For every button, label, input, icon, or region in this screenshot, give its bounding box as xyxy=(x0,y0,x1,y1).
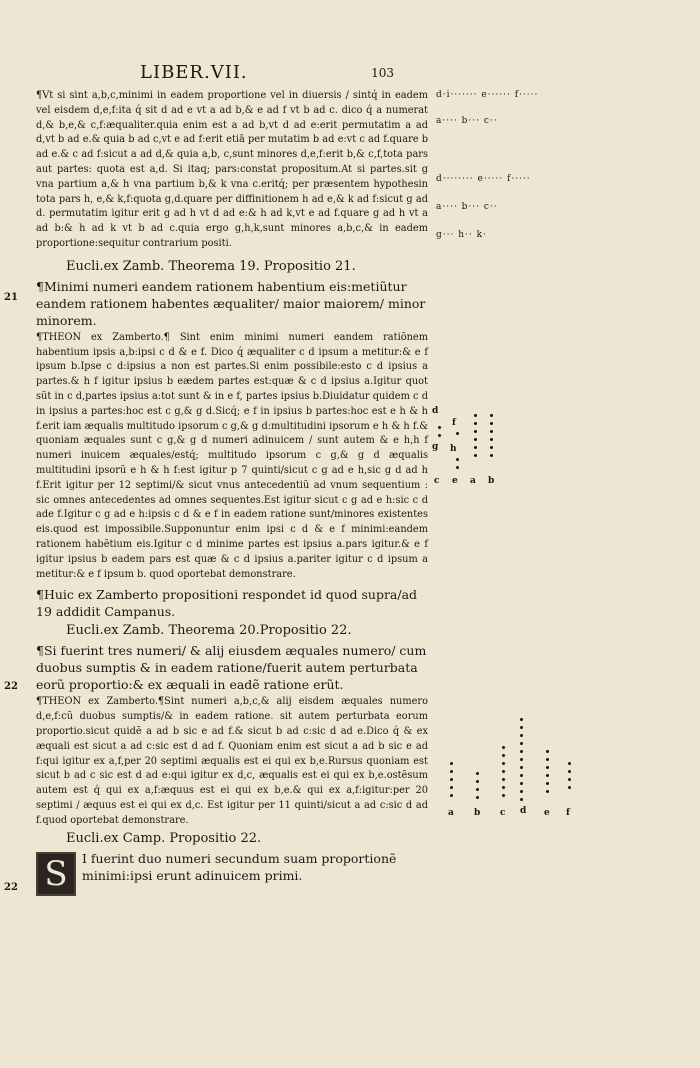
figure-label: d xyxy=(432,406,439,416)
dropcap-paragraph xyxy=(26,850,428,895)
figure-dot-lines-1 xyxy=(436,90,694,250)
figure-label: e xyxy=(544,808,550,818)
paragraph-theon-proof: ¶THEON ex Zamberto.¶ Sint enim minimi numeri eandem ratiõnem habentium ipsis a,b:ipsi c d & e f. Dico q́ æqualiter c d ipsum a metitur:& e f ipsum b.Ipse c d:ipsius a non est partes.Si enim possibile:esto c d ipsius a partes.& h f igitur ipsius b eædem partes est:quæ & c d ipsius a.Igitur quot sũt in c d,partes ipsius a:tot sunt & in e f, partes ipsius b.Diuidatur quidem c d in ipsius a partes:hoc est c g,& g d.Sicq́; e f in ipsius b partes:hoc est e h & h f.erit iam æqualis multitudo ipsorum c g,& g d:multitudini ipsorum e h & h f.& quoniam æquales sunt c g,& g d numeri adinuicem / sunt autem & e h,h f numeri inuicem æquales/estq́; multitudo ipsorum c g,& g d æqualis multitudini ipsorũ e h & h f:est igitur p 7 quinti/sicut c g ad e h,sic g d ad h f.Erit igitur per 12 septimi/& sicut vnus antecedentiũ ad vnum sequentium : sic omnes antecedentes ad omnes sequentes.Est igitur sicut c g ad e h:sic c d ade f.Igitur c g ad e h:ipsis c d & e f in eadem ratione sunt/minores existentes eis.quod est impossibile.Supponuntur enim ipsi c d & e f minimi:eandem rationem habẽtium eis.Igitur c d minime partes est ipsius a.pars igitur.& e f igitur ipsius b eadem pars est quæ & c d ipsius a.pariter igitur c d ipsum a metitur:& e f ipsum b. quod oportebat demonstrare. xyxy=(36,331,428,580)
proposition-statement: I fuerint duo numeri secundum suam proportionẽ minimi:ipsi erunt adinuicem primi. xyxy=(82,851,397,884)
figure-dot-columns-2 xyxy=(430,404,510,494)
figure-dot-columns-3 xyxy=(444,716,584,826)
folio-number: 103 xyxy=(371,66,394,80)
figure-label: a xyxy=(448,808,454,818)
page-header xyxy=(140,62,400,88)
section-heading: Eucli.ex Camp. Propositio 22. xyxy=(66,831,262,847)
figure-label: d xyxy=(520,806,527,816)
campanus-note: ¶Huic ex Zamberto propositioni respondet id quod supra/ad 19 addidit Campanus. xyxy=(36,587,418,620)
figure-label: g xyxy=(432,442,439,452)
paragraph-opening: ¶Vt si sint a,b,c,minimi in eadem proportione vel in diuersis / sintq́ in eadem vel eisdem d,e,f:ita q́ sit d ad e vt a ad b,& e ad f vt b ad c. dico q́ a numerat d,& b,e,& c,f:æqualiter.quia enim est a ad b,vt d ad e:erit permutatim a ad d,vt b ad e.& quia b ad c,vt e ad f:erit etiā per mutatim b ad e:vt c ad f.quare b ad e.& c ad f:sicut a ad d,& quia a,b, c,sunt minores d,e,f:erit b,& c,f,tota pars aut partes: quota est a,d. Si itaq; pars:constat propositum.At si partes.sit g vna partium a,& h vna partium b,& k vna c.eritq́; per præsentem hypothesin tota pars h, e,& k,f:quota g,d.quare per diffinitionem h ad e,& k ad f:sicut g ad d. permutatim igitur erit g ad h vt d ad e:& h ad k,vt e ad f.quare g ad h vt a ad b:& h ad k vt b ad c.quia ergo g,h,k,sunt minores a,b,c,& in eadem proportione:sequitur contrarium positi. xyxy=(36,90,428,249)
margin-number: 22 xyxy=(4,681,18,692)
figure-label: b xyxy=(488,476,495,486)
figure-label: b xyxy=(474,808,481,818)
proposition-statement: ¶Si fuerint tres numeri/ & alij eiusdem æquales numero/ cum duobus sumptis & in eadem ratione/fuerit autem perturbata eorũ proportio:& ex æquali in eadẽ ratione erũt. xyxy=(36,643,427,693)
proposition-statement: ¶Minimi numeri eandem rationem habentium eis:metiũtur eandem rationem habentes æqualiter/ maior maiorem/ minor minorem. xyxy=(36,278,426,328)
figure-row: a···· b··· c·· xyxy=(436,116,498,126)
figure-label: f xyxy=(566,808,570,818)
figure-row: d········ e····· f····· xyxy=(436,174,531,184)
figure-row: d·i······· e······ f····· xyxy=(436,90,539,100)
figure-label: e xyxy=(452,476,458,486)
figure-row: g··· h·· k· xyxy=(436,230,487,240)
margin-number: 22 xyxy=(4,882,18,893)
paragraph-theon-proof: ¶THEON ex Zamberto.¶Sint numeri a,b,c,& alij eisdem æquales numero d,e,f:cũ duobus sumptis/& in eadem ratione. sit autem perturbata eorum proportio.sicut quidẽ a ad b sic e ad f.& sicut b ad c:sic d ad e.Dico q́ & ex æquali est sicut a ad c:sic est d ad f. Quoniam enim est sicut a ad b sic e ad f:qui igitur ex a,f,per 20 septimi æqualis est ei qui ex b,e.Rursus quoniam est sicut b ad c sic est d ad e:qui igitur ex d,c, æqualis est ei qui ex b,e.ostẽsum autem est q́ qui ex a,f:æquus est ei qui ex b,e.& qui ex a,f:igitur:per 20 septimi / æquus est ei qui ex d,c. Est igitur per 11 quinti/sicut a ad c:sic d ad f.quod oportebat demonstrare. xyxy=(36,696,428,826)
figure-row: a···· b··· c·· xyxy=(436,202,498,212)
decorated-initial: S xyxy=(36,852,76,896)
figure-label: a xyxy=(470,476,476,486)
section-heading: Eucli.ex Zamb. Theorema 20.Propositio 22. xyxy=(66,623,352,639)
main-text-column xyxy=(26,89,428,896)
section-heading: Eucli.ex Zamb. Theorema 19. Propositio 21. xyxy=(66,258,356,274)
figure-label: c xyxy=(500,808,506,818)
figure-label: f xyxy=(452,418,456,428)
margin-number: 21 xyxy=(4,292,18,303)
running-head: LIBER.VII. xyxy=(140,62,248,83)
figure-label: c xyxy=(434,476,440,486)
figure-label: h xyxy=(450,444,457,454)
